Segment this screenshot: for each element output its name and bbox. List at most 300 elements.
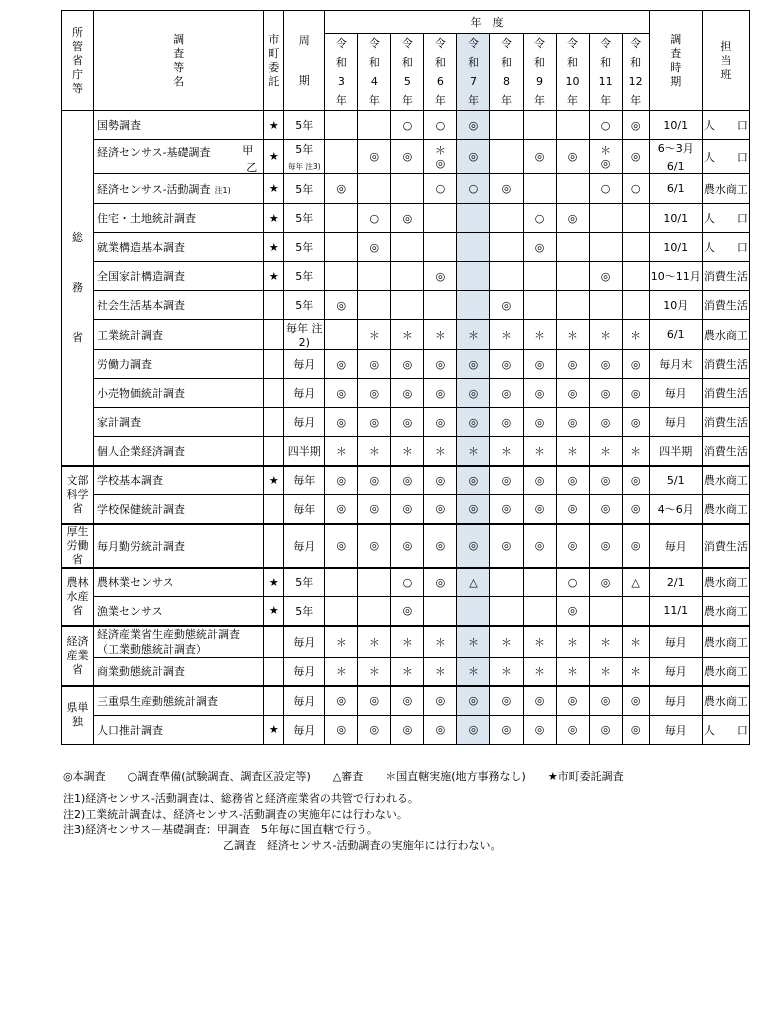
year-cell: ＊	[589, 320, 622, 350]
timing-value: 毎月末	[659, 358, 693, 371]
year-cell: ◎	[391, 715, 424, 744]
year-cell: ◎	[457, 379, 490, 408]
year-cell	[490, 262, 523, 291]
survey-name-cell	[94, 320, 264, 350]
survey-name: 工業統計調査	[97, 328, 164, 342]
survey-name: 社会生活基本調査	[97, 299, 186, 312]
table-row	[62, 291, 750, 320]
cycle-value: 毎月	[293, 694, 316, 708]
year-cell	[358, 262, 391, 291]
year-cell	[424, 233, 457, 262]
year-cell: ◎	[523, 686, 556, 715]
year-cell: ＊ ◎	[589, 140, 622, 174]
note-3: 注3)経済センサス－基礎調査：甲調査 5年毎に国直轄で行う。	[63, 823, 378, 836]
department-cell	[62, 524, 94, 568]
timing-cell	[649, 350, 702, 379]
municipal-mark: ★	[264, 466, 284, 495]
year-cell: ◎	[391, 204, 424, 233]
table-row	[62, 626, 750, 658]
note-4: 乙調査 経済センサス-活動調査の実施年には行わない。	[223, 838, 502, 852]
survey-name-cell	[94, 233, 264, 262]
year-cell: ◎	[589, 379, 622, 408]
year-cell	[325, 597, 358, 626]
survey-name: 学校保健統計調査	[97, 502, 186, 516]
survey-name-cell	[94, 291, 264, 320]
team-cell: 農水商工	[702, 495, 749, 524]
year-cell: ＊	[358, 657, 391, 686]
year-cell: ◎	[622, 715, 649, 744]
year-cell	[622, 291, 649, 320]
survey-note: 注1)	[214, 185, 231, 195]
survey-name: 経済センサス-活動調査	[97, 182, 211, 196]
cycle-value: 5年	[295, 270, 314, 283]
table-row	[62, 379, 750, 408]
year-cell: ＊	[589, 437, 622, 466]
timing-value: 6～3月	[657, 142, 694, 155]
year-cell: ◎	[358, 140, 391, 174]
table-row	[62, 686, 750, 715]
year-header-6	[424, 34, 457, 111]
team-cell: 人 口	[702, 233, 749, 262]
cycle-value: 毎年	[293, 502, 316, 516]
year-cell: ◎	[622, 111, 649, 140]
year-cell: ◎	[457, 111, 490, 140]
timing-cell	[649, 657, 702, 686]
cycle-value: 5年	[295, 299, 314, 312]
year-cell: ＊	[622, 320, 649, 350]
cycle-cell	[284, 320, 325, 350]
timing-cell	[649, 437, 702, 466]
year-cell	[391, 262, 424, 291]
cycle-value: 毎月	[293, 539, 316, 553]
survey-name: 漁業センサス	[97, 604, 163, 618]
year-cell	[490, 597, 523, 626]
municipal-mark: ★	[264, 568, 284, 597]
year-cell: ＊	[391, 657, 424, 686]
year-cell: ＊	[490, 626, 523, 658]
year-header-7	[457, 34, 490, 111]
year-cell: ◎	[556, 597, 589, 626]
survey-name-cell	[94, 466, 264, 495]
year-cell: ◎	[490, 291, 523, 320]
dept-header-label: 所管省庁等	[72, 25, 84, 95]
year-cell	[325, 204, 358, 233]
survey-name: 労働力調査	[97, 358, 153, 371]
municipal-mark: ★	[264, 140, 284, 174]
year-cell: ＊	[556, 626, 589, 658]
timing-value: 11/1	[663, 604, 689, 618]
year-cell: ◎	[325, 408, 358, 437]
year-header-9	[523, 34, 556, 111]
timing-value: 6/1	[666, 182, 685, 195]
year-cell	[358, 597, 391, 626]
timing-cell	[649, 626, 702, 658]
year-cell: ◎	[391, 408, 424, 437]
timing-cell	[649, 111, 702, 140]
year-cell: ◎	[391, 350, 424, 379]
year-header-label: 令和11年	[598, 37, 613, 107]
cycle-value: 5年	[295, 604, 314, 618]
year-cell: ＊	[556, 657, 589, 686]
year-header-label: 令和5年	[401, 37, 413, 107]
year-cell	[523, 262, 556, 291]
survey-name-cell	[94, 524, 264, 568]
municipal-mark: ★	[264, 262, 284, 291]
municipal-mark: ★	[264, 111, 284, 140]
year-cell: ◎	[325, 379, 358, 408]
year-cell: ○	[391, 568, 424, 597]
year-cell: ＊	[325, 626, 358, 658]
cycle-cell	[284, 291, 325, 320]
department-label: 農林水産省	[66, 575, 89, 617]
survey-name-cell	[94, 437, 264, 466]
survey-name-cell	[94, 174, 264, 204]
survey-name: 人口推計調査	[97, 723, 164, 737]
timing-cell	[649, 233, 702, 262]
cycle-cell	[284, 568, 325, 597]
year-header-label: 令和12年	[628, 37, 643, 107]
table-row	[62, 320, 750, 350]
year-cell: ＊	[523, 626, 556, 658]
year-cell: ◎	[358, 350, 391, 379]
year-cell: ＊	[523, 437, 556, 466]
timing-cell	[649, 262, 702, 291]
year-cell: ◎	[589, 524, 622, 568]
cycle-cell	[284, 657, 325, 686]
department-label: 経済産業省	[66, 634, 89, 676]
cycle-value: 毎月	[293, 723, 316, 737]
timing-value: 毎月	[664, 665, 687, 679]
year-cell	[490, 568, 523, 597]
timing-value: 毎月	[664, 387, 687, 400]
municipal-mark	[264, 379, 284, 408]
year-cell: ◎	[325, 715, 358, 744]
year-header-11	[589, 34, 622, 111]
year-cell: ◎	[358, 686, 391, 715]
timing-value: 10/1	[663, 240, 689, 254]
department-cell	[62, 686, 94, 744]
year-cell: ○	[358, 204, 391, 233]
year-cell	[358, 568, 391, 597]
year-cell: ◎	[424, 379, 457, 408]
municipal-mark	[264, 408, 284, 437]
year-cell	[556, 233, 589, 262]
year-cell: ◎	[622, 350, 649, 379]
timing-header-label: 調査時期	[670, 32, 682, 88]
timing-value: 毎月	[664, 694, 687, 708]
notes	[63, 791, 502, 853]
cycle-cell	[284, 350, 325, 379]
team-cell: 消費生活	[702, 262, 749, 291]
table-row	[62, 597, 750, 626]
timing-cell	[649, 568, 702, 597]
survey-kou-label: 甲	[242, 144, 254, 157]
year-cell	[622, 262, 649, 291]
year-cell: ◎	[457, 524, 490, 568]
year-cell	[325, 262, 358, 291]
dept-header	[62, 11, 94, 111]
year-cell	[523, 111, 556, 140]
table-row	[62, 262, 750, 291]
year-cell: ＊	[556, 437, 589, 466]
timing-value: 10/1	[663, 211, 689, 225]
department-cell	[62, 626, 94, 687]
timing-cell	[649, 686, 702, 715]
year-cell: ＊ ◎	[424, 140, 457, 174]
year-cell: ＊	[424, 437, 457, 466]
year-cell: ◎	[490, 495, 523, 524]
year-cell: ＊	[523, 320, 556, 350]
year-header-label: 令和6年	[434, 37, 446, 107]
year-cell: ◎	[523, 715, 556, 744]
timing-cell	[649, 291, 702, 320]
team-cell: 農水商工	[702, 320, 749, 350]
year-cell	[457, 597, 490, 626]
year-cell: ◎	[589, 466, 622, 495]
year-cell: ◎	[457, 140, 490, 174]
year-cell: ◎	[622, 140, 649, 174]
year-cell: ◎	[523, 379, 556, 408]
year-cell: ＊	[424, 626, 457, 658]
survey-name-cell	[94, 262, 264, 291]
year-cell: ◎	[622, 495, 649, 524]
survey-name-cell	[94, 715, 264, 744]
table-body	[62, 111, 750, 745]
year-cell: ◎	[523, 408, 556, 437]
team-cell: 消費生活	[702, 524, 749, 568]
year-cell	[391, 174, 424, 204]
survey-name: 全国家計構造調査	[97, 270, 186, 283]
year-cell	[523, 291, 556, 320]
department-label: 総務省	[72, 230, 84, 344]
timing-cell	[649, 140, 702, 174]
cycle-cell	[284, 437, 325, 466]
year-cell	[622, 233, 649, 262]
year-cell	[490, 204, 523, 233]
year-cell: ◎	[325, 291, 358, 320]
timing-cell	[649, 320, 702, 350]
survey-name-cell	[94, 657, 264, 686]
cycle-value: 5年	[295, 241, 314, 254]
year-cell: ◎	[391, 597, 424, 626]
muni-header-label: 市町委託	[268, 32, 280, 88]
year-cell: ＊	[325, 657, 358, 686]
year-cell: ＊	[457, 657, 490, 686]
cycle-value: 5年	[295, 212, 314, 225]
cycle-cell	[284, 686, 325, 715]
timing-value: 四半期	[659, 444, 693, 458]
year-cell: ◎	[523, 524, 556, 568]
table-row	[62, 657, 750, 686]
timing-value: 毎月	[664, 416, 687, 429]
year-cell: ◎	[622, 408, 649, 437]
year-cell	[325, 320, 358, 350]
year-cell: ◎	[589, 262, 622, 291]
year-cell: ◎	[523, 495, 556, 524]
year-cell: ＊	[358, 320, 391, 350]
year-cell	[391, 291, 424, 320]
year-cell: ◎	[523, 466, 556, 495]
year-cell: ◎	[589, 715, 622, 744]
year-cell: ◎	[523, 140, 556, 174]
timing-cell	[649, 524, 702, 568]
survey-name-cell	[94, 686, 264, 715]
timing-value: 毎月	[664, 723, 687, 737]
muni-header	[264, 11, 284, 111]
cycle-cell	[284, 715, 325, 744]
year-cell: ◎	[325, 466, 358, 495]
year-cell	[589, 233, 622, 262]
timing-value: 5/1	[666, 473, 685, 487]
year-header-3	[325, 34, 358, 111]
year-cell: ＊	[325, 437, 358, 466]
year-cell: ○	[589, 111, 622, 140]
year-cell	[556, 291, 589, 320]
cycle-header	[284, 11, 325, 111]
year-cell: ＊	[358, 626, 391, 658]
table-row	[62, 350, 750, 379]
name-header	[94, 11, 264, 111]
year-cell: ＊	[424, 657, 457, 686]
table-row	[62, 111, 750, 140]
year-cell: △	[457, 568, 490, 597]
year-cell: ◎	[589, 568, 622, 597]
year-cell: ＊	[622, 626, 649, 658]
note-1: 注1)経済センサス-活動調査は、総務省と経済産業省の共管で行われる。	[63, 792, 419, 805]
year-header-label: 令和9年	[534, 37, 546, 107]
year-cell: ＊	[622, 437, 649, 466]
year-cell: ◎	[622, 466, 649, 495]
survey-otsu-label: 乙	[246, 161, 258, 174]
department-cell	[62, 568, 94, 626]
year-cell: ◎	[556, 466, 589, 495]
year-cell	[523, 174, 556, 204]
municipal-mark: ★	[264, 597, 284, 626]
team-cell: 人 口	[702, 140, 749, 174]
survey-name: 家計調査	[97, 416, 142, 429]
cycle-value: 5年	[295, 576, 314, 590]
cycle-cell	[284, 626, 325, 658]
year-cell: ○	[523, 204, 556, 233]
year-cell	[589, 291, 622, 320]
year-cell: ◎	[391, 140, 424, 174]
table-row	[62, 408, 750, 437]
year-cell: ◎	[490, 466, 523, 495]
year-cell	[622, 597, 649, 626]
municipal-mark	[264, 320, 284, 350]
legend: ◎本調査 ○調査準備(試験調査、調査区設定等) △審査 ＊国直轄実施(地方事務なし) ★市町委託調査	[63, 770, 624, 783]
year-cell: ◎	[523, 233, 556, 262]
year-cell	[490, 140, 523, 174]
cycle-value: 毎月	[293, 635, 316, 649]
year-cell	[556, 111, 589, 140]
year-cell: ◎	[589, 350, 622, 379]
department-label: 厚生労働省	[66, 524, 89, 566]
year-cell: ○	[556, 568, 589, 597]
timing-header	[649, 11, 702, 111]
cycle-cell	[284, 174, 325, 204]
timing-value: 2/1	[666, 575, 685, 589]
cycle-value: 毎月	[293, 387, 316, 400]
year-cell: ◎	[325, 686, 358, 715]
team-cell: 消費生活	[702, 350, 749, 379]
survey-name-cell	[94, 568, 264, 597]
year-cell: ＊	[589, 657, 622, 686]
year-header-8	[490, 34, 523, 111]
survey-name-cell	[94, 350, 264, 379]
timing-value-2: 6/1	[666, 160, 685, 173]
year-cell: ◎	[391, 686, 424, 715]
municipal-mark	[264, 657, 284, 686]
year-cell: ＊	[523, 657, 556, 686]
survey-name-cell	[94, 379, 264, 408]
table-row	[62, 568, 750, 597]
survey-name-cell	[94, 111, 264, 140]
year-cell: ◎	[622, 686, 649, 715]
municipal-mark	[264, 437, 284, 466]
year-cell: ＊	[556, 320, 589, 350]
year-cell: ◎	[358, 495, 391, 524]
year-header-label: 令和10年	[565, 37, 580, 107]
year-cell: ◎	[424, 408, 457, 437]
cycle-value-2: 毎年 注3)	[287, 162, 321, 171]
year-cell: ◎	[358, 379, 391, 408]
year-cell: ◎	[490, 715, 523, 744]
team-cell: 農水商工	[702, 568, 749, 597]
table-row	[62, 233, 750, 262]
year-header-10	[556, 34, 589, 111]
cycle-value: 毎月	[293, 416, 316, 429]
year-cell: ◎	[556, 140, 589, 174]
survey-name: 経済産業省生産動態統計調査	[97, 627, 241, 641]
year-cell: ＊	[490, 437, 523, 466]
cycle-cell	[284, 140, 325, 174]
year-cell: ◎	[424, 466, 457, 495]
year-cell: ◎	[391, 524, 424, 568]
year-cell: ◎	[490, 174, 523, 204]
year-cell	[556, 262, 589, 291]
name-header-label: 調査等名	[173, 32, 185, 88]
cycle-cell	[284, 379, 325, 408]
year-cell: ◎	[523, 350, 556, 379]
year-cell: ＊	[424, 320, 457, 350]
municipal-mark	[264, 350, 284, 379]
year-cell	[325, 233, 358, 262]
year-cell	[325, 111, 358, 140]
municipal-mark: ★	[264, 204, 284, 233]
cycle-cell	[284, 408, 325, 437]
timing-value: 10/1	[663, 118, 689, 132]
cycle-cell	[284, 597, 325, 626]
municipal-mark	[264, 291, 284, 320]
team-cell: 人 口	[702, 204, 749, 233]
year-cell	[391, 233, 424, 262]
year-cell: ◎	[457, 408, 490, 437]
year-cell: ◎	[424, 524, 457, 568]
department-label: 県単独	[66, 701, 89, 729]
year-cell: ◎	[457, 350, 490, 379]
year-header-label: 令和8年	[500, 37, 512, 107]
year-cell: ◎	[556, 379, 589, 408]
year-cell: ◎	[589, 686, 622, 715]
table-row	[62, 715, 750, 744]
fiscal-year-label: 年 度	[470, 16, 504, 29]
year-cell: ◎	[622, 524, 649, 568]
year-cell: ＊	[391, 626, 424, 658]
cycle-value: 毎年 注2)	[286, 322, 323, 349]
timing-cell	[649, 715, 702, 744]
cycle-value: 5年	[295, 182, 314, 196]
